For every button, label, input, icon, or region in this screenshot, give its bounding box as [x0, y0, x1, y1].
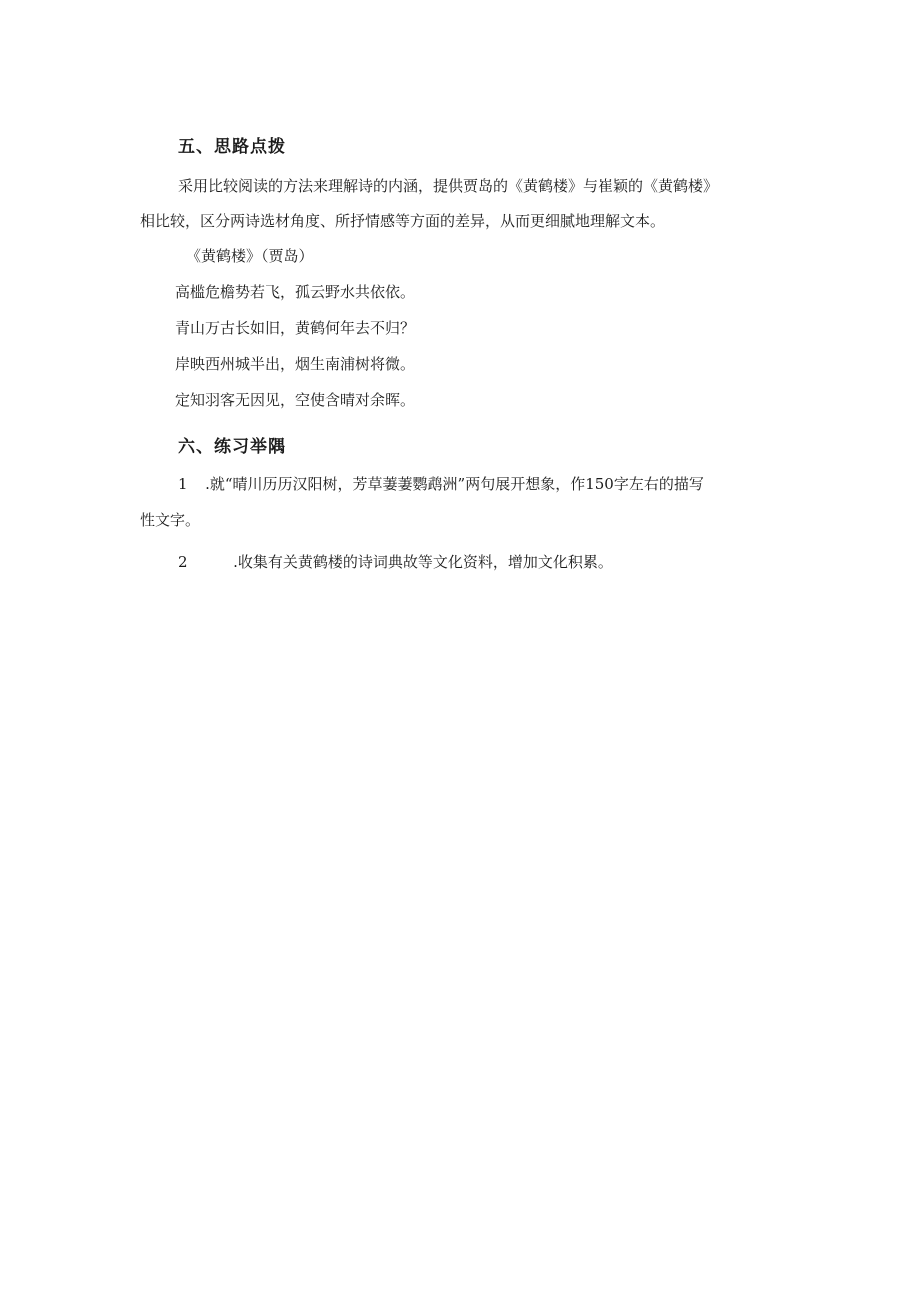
poem-line-1: 高槛危檐势若飞，孤云野水共依依。: [175, 283, 416, 301]
poem-title: 《黄鹤楼》（贾岛）: [186, 247, 314, 265]
poem-line-2: 青山万古长如旧，黄鹤何年去不归？: [175, 319, 416, 337]
exercise-text-1-line-1: .就“晴川历历汉阳树，芳草萋萋鹦鹉洲”两句展开想象，作150字左右的描写: [205, 475, 704, 493]
poem-line-4: 定知羽客无因见，空使含晴对余晖。: [175, 391, 416, 409]
section-6-heading: 六、练习举隅: [178, 437, 286, 457]
exercise-item-1: [178, 474, 704, 494]
poem-line-3: 岸映西州城半出，烟生南浦树将微。: [175, 355, 416, 373]
section-5-paragraph-line-2: 相比较，区分两诗选材角度、所抒情感等方面的差异，从而更细腻地理解文本。: [140, 212, 666, 230]
section-5-heading: 五、思路点拨: [178, 137, 286, 157]
exercise-number-1: 1: [178, 475, 188, 493]
exercise-text-1-line-2: 性文字。: [140, 511, 201, 529]
section-5-paragraph-line-1: 采用比较阅读的方法来理解诗的内涵，提供贾岛的《黄鹤楼》与崔颖的《黄鹤楼》: [178, 177, 719, 195]
exercise-item-2: [178, 552, 613, 572]
exercise-text-2-line-1: .收集有关黄鹤楼的诗词典故等文化资料，增加文化积累。: [233, 553, 613, 571]
exercise-number-2: 2: [178, 553, 188, 571]
